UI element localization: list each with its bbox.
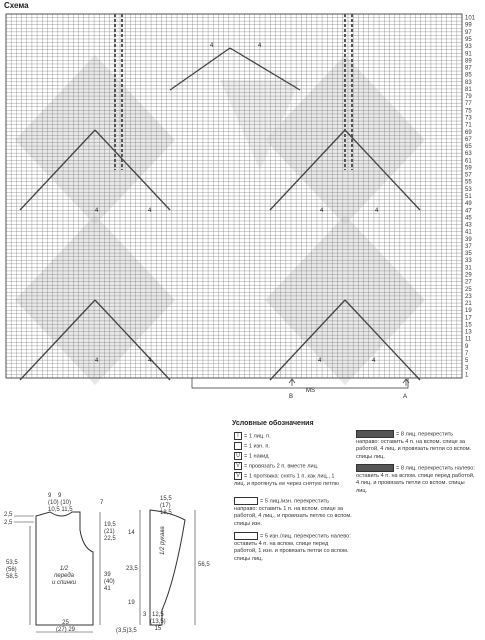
legend-item-cross8-left-text: = 8 лиц. перекрестить налево: оставить 4 п. на вспом. спице перед работой, 4 лиц. и провязать петли со вспом. спицы лиц.: [356, 465, 475, 494]
body-top-label: 11,5: [61, 507, 73, 513]
row-number: 43: [465, 222, 472, 229]
row-number: 39: [465, 236, 472, 243]
cross8-left-symbol-icon: [356, 464, 394, 472]
body-right-label: 19,5: [104, 522, 116, 528]
legend-item-purl-text: = 1 изн. п.: [244, 443, 270, 450]
row-number: 13: [465, 329, 472, 336]
body-right-label: (40): [104, 579, 115, 585]
row-number: 17: [465, 315, 472, 322]
body-bottom-label: (27) 29: [56, 627, 76, 633]
body-top-label-7: 7: [100, 500, 104, 506]
row-number: 5: [465, 358, 469, 365]
row-number: 35: [465, 251, 472, 258]
cable-line: [170, 48, 230, 90]
cross-mark: 4: [375, 208, 379, 214]
body-left-label-2: 2,5: [4, 520, 13, 526]
sleeve-top-label: (17): [160, 503, 171, 509]
sleeve-bottom-extra-label: (3,5)3,5: [116, 628, 137, 634]
sleeve-top-label: 15,5: [160, 496, 172, 502]
row-number: 101: [465, 15, 476, 22]
legend-item-cross5-left-text: = 5 изн./лиц. перекрестить налево: оставить 4 п. на вспом. спице перед работой, 1 изн. и провязать петли со вспом. спицы лиц.: [234, 533, 351, 562]
arrow-b-icon: [289, 379, 295, 386]
repeat-bracket: [192, 378, 408, 388]
row-number: 67: [465, 136, 472, 143]
row-number: 73: [465, 115, 472, 122]
legend-item-yarnover-text: = 1 накид: [244, 453, 269, 460]
row-number: 29: [465, 272, 472, 279]
body-left-label: 58,5: [6, 574, 18, 580]
cross-mark: 4: [148, 208, 152, 214]
sleeve-left-label-2: 23,5: [126, 566, 138, 572]
garment-schematic: [0, 490, 230, 640]
marker-a: A: [403, 394, 408, 400]
body-bottom-labels: [56, 620, 75, 634]
body-top-label: (10): [48, 500, 59, 506]
body-left-label: 53,5: [6, 560, 18, 566]
row-number: 77: [465, 101, 472, 108]
body-center-label-line: переда: [54, 573, 75, 579]
body-left-label-3: [6, 560, 18, 581]
marker-b: B: [289, 394, 294, 400]
cross-mark: 4: [320, 208, 324, 214]
cross-mark: 4: [95, 208, 99, 214]
body-center-label: [52, 566, 76, 587]
body-bottom-label: 25: [62, 620, 69, 626]
cross8-right-symbol-icon: [356, 430, 394, 438]
body-left-label-1: 2,5: [4, 512, 13, 518]
legend-item-ssk: [234, 472, 346, 488]
row-number: 11: [465, 336, 472, 343]
cross-mark: 4: [95, 358, 99, 364]
body-right-label: 41: [104, 586, 111, 592]
cross-mark: 4: [148, 358, 152, 364]
body-top-label: 9: [58, 493, 62, 499]
repeat-label: MS: [306, 388, 315, 394]
sleeve-top-labels: [160, 496, 172, 517]
body-left-label: (56): [6, 567, 17, 573]
body-right-labels-armhole: [104, 522, 116, 543]
row-number: 41: [465, 229, 472, 236]
legend-item-purl: [234, 442, 354, 451]
cross-mark: 4: [258, 43, 262, 49]
sleeve-left-label-1: 14: [128, 530, 135, 536]
legend-item-knit: [234, 432, 354, 441]
row-number: 23: [465, 293, 472, 300]
row-number: 31: [465, 265, 472, 272]
sleeve-bottom-label: 15: [154, 626, 162, 632]
sleeve-small-label: 3: [143, 612, 147, 618]
sleeve-bottom-labels: [150, 612, 166, 633]
row-number: 61: [465, 158, 472, 165]
legend-item-cross5-left: [234, 532, 352, 563]
cross-mark: 4: [318, 358, 322, 364]
ssk-symbol-icon: V: [234, 472, 242, 480]
legend-item-ssk-text: = 1 протяжка: снять 1 п. как лиц., 1 лиц. и протянуть ее через снятую петлю: [234, 473, 339, 487]
yarnover-symbol-icon: U: [234, 452, 242, 460]
row-number: 81: [465, 86, 472, 93]
row-number: 69: [465, 129, 472, 136]
legend-item-cross8-left: [356, 464, 476, 495]
sleeve-bottom-label: (13,5): [150, 619, 166, 625]
sleeve-center-label-text: 1/2 рукава: [160, 526, 166, 555]
row-number: 59: [465, 165, 472, 172]
cross5-left-symbol-icon: [234, 532, 258, 540]
body-top-label: (10): [60, 500, 72, 506]
legend-item-k2tog-text: = провязать 2 п. вместе лиц.: [244, 463, 319, 470]
row-number: 19: [465, 308, 472, 315]
legend-item-cross5-right: [234, 497, 352, 528]
row-number: 25: [465, 286, 472, 293]
body-right-label: (21): [104, 529, 115, 535]
body-top-label: 10,5: [48, 507, 60, 513]
row-number: 9: [465, 343, 469, 350]
row-number: 33: [465, 258, 472, 265]
row-number: 97: [465, 29, 472, 36]
legend-item-cross8-right-text: = 8 лиц. перекрестить направо: оставить 4 п. на вспом. спице за работой, 4 лиц. и провязать петли со вспом. спицы лиц.: [356, 431, 472, 460]
row-number: 51: [465, 194, 472, 200]
row-number: 49: [465, 201, 472, 208]
legend-item-yarnover: [234, 452, 354, 461]
row-number: 63: [465, 151, 472, 158]
sleeve-top-label: 18,5: [160, 510, 172, 516]
legend-item-k2tog: [234, 462, 354, 471]
row-number: 7: [465, 351, 469, 357]
sleeve-right-label: 56,5: [198, 562, 210, 568]
sleeve-center-label: [160, 526, 167, 555]
body-center-label-line: 1/2: [59, 566, 69, 572]
row-number: 65: [465, 144, 472, 150]
body-top-label: 9: [48, 493, 52, 499]
row-number: 99: [465, 22, 472, 29]
legend-title: Условные обозначения: [232, 420, 314, 427]
row-number: 79: [465, 94, 472, 101]
row-number: 3: [465, 365, 469, 372]
row-number: 57: [465, 172, 472, 179]
body-center-label-line: и спинки: [52, 580, 77, 586]
row-number: 75: [465, 108, 472, 115]
cross5-right-symbol-icon: [234, 497, 258, 505]
sleeve-bottom-label: 12,5: [152, 612, 164, 618]
row-number: 55: [465, 179, 472, 186]
body-right-label: 22,5: [104, 536, 116, 542]
row-number: 91: [465, 51, 472, 58]
body-right-labels-side: [104, 572, 115, 593]
row-number: 27: [465, 279, 472, 286]
legend-item-cross8-right: [356, 430, 476, 461]
sleeve-piece-outline: [150, 510, 185, 625]
row-number: 15: [465, 322, 472, 329]
row-number: 1: [465, 372, 469, 379]
row-number: 37: [465, 244, 472, 250]
sleeve-left-label-3: 19: [128, 600, 135, 606]
row-number: 87: [465, 65, 472, 72]
legend-item-cross5-right-text: = 5 лиц./изн. перекрестить направо: оставить 1 п. на вспом. спице за работой, 4 лиц., и провязать петлю со вспом. спицы изн.: [234, 498, 352, 527]
row-number: 89: [465, 58, 472, 65]
row-number: 53: [465, 186, 472, 193]
body-top-labels: [48, 493, 73, 514]
cross-mark: 4: [372, 358, 376, 364]
row-number: 21: [465, 301, 472, 308]
row-number: 95: [465, 37, 472, 43]
legend-item-knit-text: = 1 лиц. п.: [244, 433, 271, 440]
row-number: 85: [465, 72, 472, 79]
row-number: 47: [465, 208, 472, 215]
cross-mark: 4: [210, 43, 214, 49]
row-number: 93: [465, 44, 472, 51]
row-number: 71: [465, 122, 472, 129]
k2tog-symbol-icon: V: [234, 462, 242, 470]
knit-symbol-icon: I: [234, 432, 242, 440]
purl-symbol-icon: [234, 442, 242, 450]
row-number: 45: [465, 215, 472, 222]
row-number: 83: [465, 79, 472, 86]
chart-title: Схема: [4, 1, 29, 10]
body-right-label: 39: [104, 572, 111, 578]
